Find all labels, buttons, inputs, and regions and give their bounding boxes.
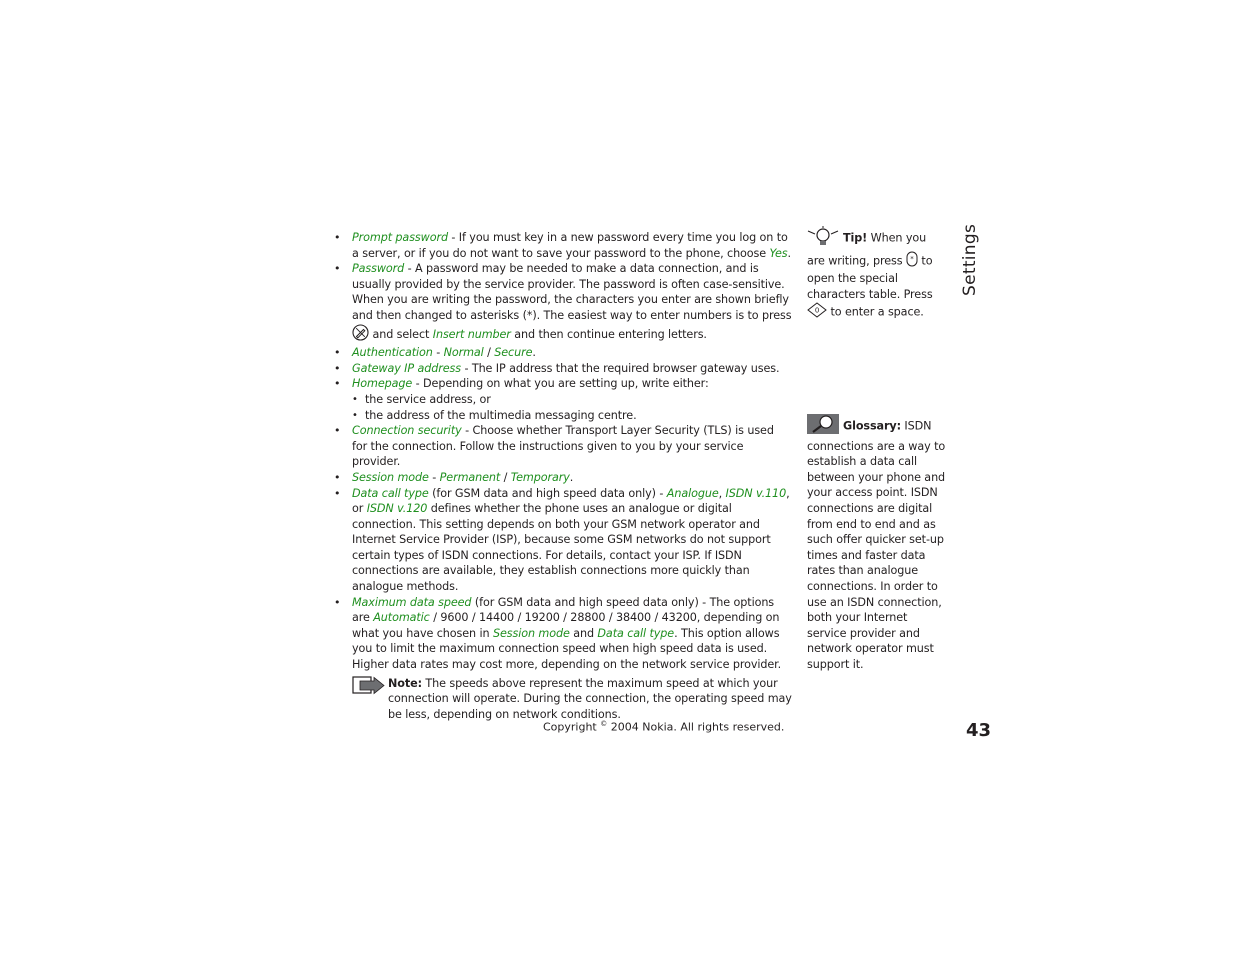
svg-text:*: * — [910, 254, 914, 263]
svg-text:0: 0 — [814, 306, 820, 315]
note-block — [352, 676, 792, 723]
option-isdn-v110: ISDN v.110 — [725, 486, 787, 500]
term-data-call-type: Data call type — [352, 486, 429, 500]
term-session-mode: Session mode — [352, 470, 429, 484]
term-max-data-speed: Maximum data speed — [352, 595, 472, 609]
list-item-password: • Password - A password may be needed to make a data connection, and is usually provided by the service provider. The password is often case-sensitive. When you are writing the password, the characters you enter are shown briefly and then changed to asterisks (*). The easiest way to enter numbers is to press and select Insert number and then continue entering letters. — [334, 261, 792, 345]
copyright-footer: Copyright © 2004 Nokia. All rights reserved. — [543, 720, 785, 734]
page-number: 43 — [966, 720, 992, 741]
option-automatic: Automatic — [373, 611, 430, 625]
list-item-session-mode: • Session mode - Permanent / Temporary. — [334, 470, 792, 486]
note-label: Note: — [388, 676, 422, 690]
term-prompt-password: Prompt password — [352, 231, 448, 244]
option-permanent: Permanent — [439, 470, 501, 484]
homepage-sublist — [352, 392, 792, 423]
pencil-key-icon — [352, 324, 369, 346]
note-text: The speeds above represent the maximum speed at which your connection will operate. During the connection, the operating speed may be less, depending on network conditions. — [388, 676, 792, 721]
section-tab — [960, 223, 990, 366]
section-tab-label: Settings — [960, 223, 980, 296]
list-item-connection-security: • Connection security - Choose whether Transport Layer Security (TLS) is used for the connection. Follow the instructions given to you by your service provider. — [334, 423, 792, 470]
list-item-max-data-speed: • Maximum data speed (for GSM data and high speed data only) - The options are Automatic / 9600 / 14400 / 19200 / 28800 / 38400 / 43200, depending on what you have chosen in Session mode and Data call type. This option allows you to limit the maximum connection speed when high speed data is used. Higher data rates may cost more, depending on the network service provider. — [334, 595, 792, 673]
option-isdn-v120: ISDN v.120 — [366, 502, 428, 516]
tip-label: Tip! — [843, 231, 868, 245]
term-connection-security: Connection security — [352, 424, 462, 438]
list-item-data-call-type: • Data call type (for GSM data and high speed data only) - Analogue, ISDN v.110, or ISDN v.120 defines whether the phone uses an analogue or digital connection. This setting depends on both your GSM network operator and Internet Service Provider (ISP), because some GSM networks do not support certain types of ISDN connections. For details, contact your ISP. If ISDN connections are available, they establish connections more quickly than analogue methods. — [334, 486, 792, 595]
option-yes: Yes — [769, 246, 788, 260]
sub-item-mms-centre: • the address of the multimedia messaging centre. — [352, 408, 792, 424]
ref-data-call-type: Data call type — [597, 626, 675, 640]
tip-box: Tip! When you are writing, press * to open the special characters table. Press 0 to enter a space. — [807, 226, 947, 323]
lightbulb-tip-icon — [807, 226, 839, 251]
term-password: Password — [352, 262, 405, 276]
term-authentication: Authentication — [352, 346, 433, 360]
list-item-gateway: • Gateway IP address - The IP address that the required browser gateway uses. — [334, 361, 792, 377]
sub-item-service-address: • the service address, or — [352, 392, 792, 408]
ref-session-mode: Session mode — [492, 626, 570, 640]
note-arrow-icon — [352, 676, 386, 701]
list-item-homepage: • Homepage - Depending on what you are setting up, write either: • the service address, or • the address of the multimedia messaging centre. — [334, 376, 792, 423]
glossary-text: ISDN connections are a way to establish a data call between your phone and your access point. ISDN connections are digital from end to end and as such offer quicker set-up times and faster data rates than analogue connections. In order to use an ISDN connection, both your Internet service provider and network operator must support it. — [807, 419, 946, 671]
option-normal: Normal — [443, 346, 484, 360]
zero-key-icon — [807, 302, 827, 323]
term-homepage: Homepage — [352, 377, 413, 391]
option-temporary: Temporary — [510, 470, 570, 484]
option-analogue: Analogue — [666, 486, 719, 500]
settings-list — [334, 230, 792, 673]
list-item-prompt-password: • Prompt password - If you must key in a new password every time you log on to a server, or if you do not want to save your password to the phone, choose Yes. — [334, 230, 792, 261]
option-insert-number: Insert number — [432, 327, 511, 341]
option-secure: Secure — [494, 346, 533, 360]
main-content — [334, 230, 792, 722]
magnifier-glossary-icon — [807, 414, 839, 439]
star-key-icon — [906, 251, 918, 272]
term-gateway-ip: Gateway IP address — [352, 361, 461, 375]
glossary-label: Glossary: — [843, 419, 901, 433]
list-item-authentication: • Authentication - Normal / Secure. — [334, 345, 792, 361]
glossary-box — [807, 414, 947, 673]
